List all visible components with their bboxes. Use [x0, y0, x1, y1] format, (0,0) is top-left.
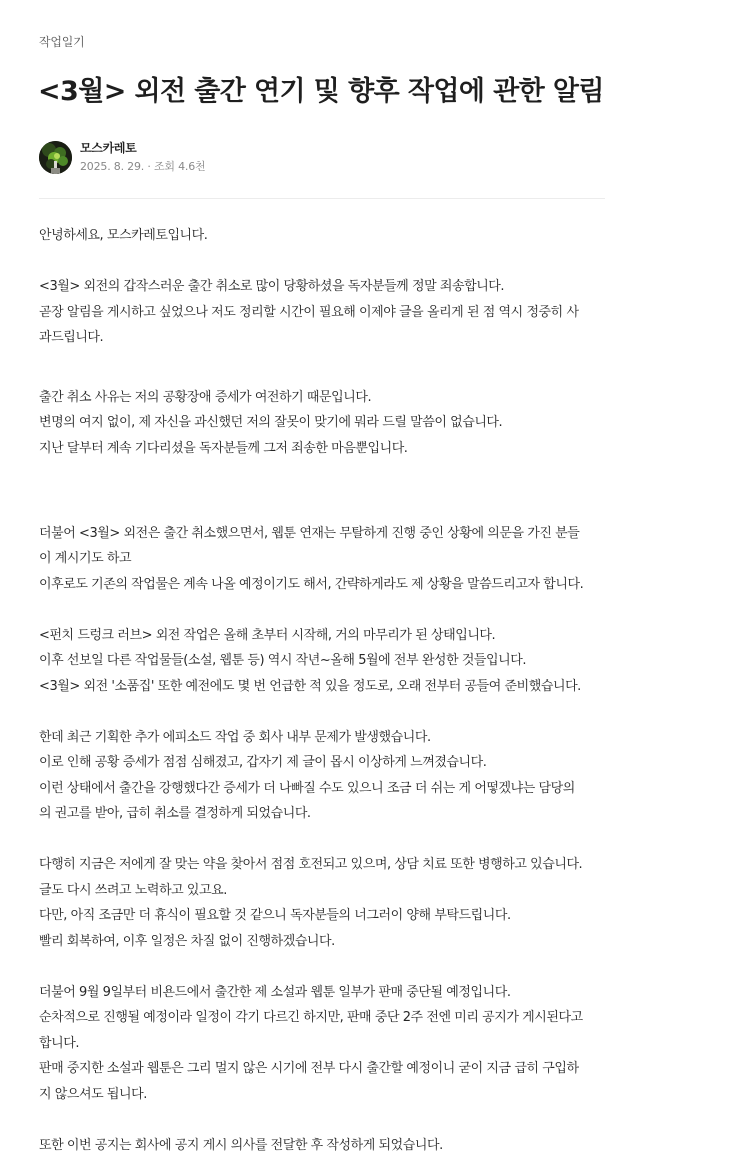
body-line: 글도 다시 쓰려고 노력하고 있고요.	[39, 878, 609, 904]
body-line: 이로 인해 공황 증세가 점점 심해졌고, 갑자기 제 글이 몹시 이상하게 느껴졌습니다.	[39, 750, 609, 776]
body-line: <3월> 외전의 갑작스러운 출간 취소로 많이 당황하셨을 독자분들께 정말 죄송합니다.	[39, 274, 609, 300]
body-line: <펀치 드렁크 러브> 외전 작업은 올해 초부터 시작해, 거의 마무리가 된 상태입니다.	[39, 623, 609, 649]
author-name[interactable]: 모스카레토	[80, 140, 205, 156]
post-meta	[80, 159, 205, 175]
body-line: 또한 이번 공지는 회사에 공지 게시 의사를 전달한 후 작성하게 되었습니다.	[39, 1133, 609, 1158]
body-line: 안녕하세요, 모스카레토입니다.	[39, 223, 609, 249]
paragraph-spacer	[39, 461, 609, 487]
body-line: 합니다.	[39, 1031, 609, 1057]
avatar-image	[39, 141, 72, 174]
paragraph-spacer	[39, 827, 609, 853]
body-line: 다만, 아직 조금만 더 휴식이 필요할 것 같으니 독자분들의 너그러이 양해 부탁드립니다.	[39, 903, 609, 929]
body-line: 이후로도 기존의 작업물은 계속 나올 예정이기도 해서, 간략하게라도 제 상황을 말씀드리고자 합니다.	[39, 572, 609, 598]
paragraph-spacer	[39, 1107, 609, 1133]
body-line: 한데 최근 기획한 추가 에피소드 작업 중 회사 내부 문제가 발생했습니다.	[39, 725, 609, 751]
body-line: <3월> 외전 '소품집' 또한 예전에도 몇 번 언급한 적 있을 정도로, 오래 전부터 공들여 준비했습니다.	[39, 674, 609, 700]
body-line: 지난 달부터 계속 기다리셨을 독자분들께 그저 죄송한 마음뿐입니다.	[39, 436, 609, 462]
author-info	[80, 140, 205, 175]
paragraph-spacer	[39, 699, 609, 725]
post-date: 2025. 8. 29.	[80, 160, 144, 173]
post-title: <3월> 외전 출간 연기 및 향후 작업에 관한 알림	[38, 72, 638, 112]
body-line: 이 계시기도 하고	[39, 546, 609, 572]
body-line: 판매 중지한 소설과 웹툰은 그리 멀지 않은 시기에 전부 다시 출간할 예정이니 굳이 지금 급히 구입하	[39, 1056, 609, 1082]
body-line: 빨리 회복하여, 이후 일정은 차질 없이 진행하겠습니다.	[39, 929, 609, 955]
body-line: 과드립니다.	[39, 325, 609, 351]
paragraph-spacer	[39, 954, 609, 980]
author-block	[39, 139, 205, 175]
paragraph-spacer	[39, 249, 609, 275]
body-line: 순차적으로 진행될 예정이라 일정이 각기 다르긴 하지만, 판매 중단 2주 전엔 미리 공지가 게시된다고	[39, 1005, 609, 1031]
body-line: 이런 상태에서 출간을 강행했다간 증세가 더 나빠질 수도 있으니 조금 더 쉬는 게 어떻겠냐는 담당의	[39, 776, 609, 802]
body-line: 의 권고를 받아, 급히 취소를 결정하게 되었습니다.	[39, 801, 609, 827]
body-line: 다행히 지금은 저에게 잘 맞는 약을 찾아서 점점 호전되고 있으며, 상담 치료 또한 병행하고 있습니다.	[39, 852, 609, 878]
body-line: 지 않으셔도 됩니다.	[39, 1082, 609, 1108]
post-body	[39, 223, 609, 1158]
meta-separator: ·	[147, 160, 150, 173]
view-count: 조회 4.6천	[154, 160, 205, 173]
body-line: 곧장 알림을 게시하고 싶었으나 저도 정리할 시간이 필요해 이제야 글을 올리게 된 점 역시 정중히 사	[39, 300, 609, 326]
body-line: 더불어 <3월> 외전은 출간 취소했으면서, 웹툰 연재는 무탈하게 진행 중인 상황에 의문을 가진 분들	[39, 521, 609, 547]
header-divider	[39, 198, 605, 199]
paragraph-spacer	[39, 351, 609, 385]
paragraph-spacer	[39, 487, 609, 521]
body-line: 이후 선보일 다른 작업물들(소설, 웹툰 등) 역시 작년~올해 5월에 전부 완성한 것들입니다.	[39, 648, 609, 674]
category-link[interactable]: 작업일기	[39, 33, 85, 50]
author-avatar[interactable]	[39, 141, 72, 174]
body-line: 변명의 여지 없이, 제 자신을 과신했던 저의 잘못이 맞기에 뭐라 드릴 말씀이 없습니다.	[39, 410, 609, 436]
body-line: 더불어 9월 9일부터 비욘드에서 출간한 제 소설과 웹툰 일부가 판매 중단될 예정입니다.	[39, 980, 609, 1006]
body-line: 출간 취소 사유는 저의 공황장애 증세가 여전하기 때문입니다.	[39, 385, 609, 411]
paragraph-spacer	[39, 597, 609, 623]
